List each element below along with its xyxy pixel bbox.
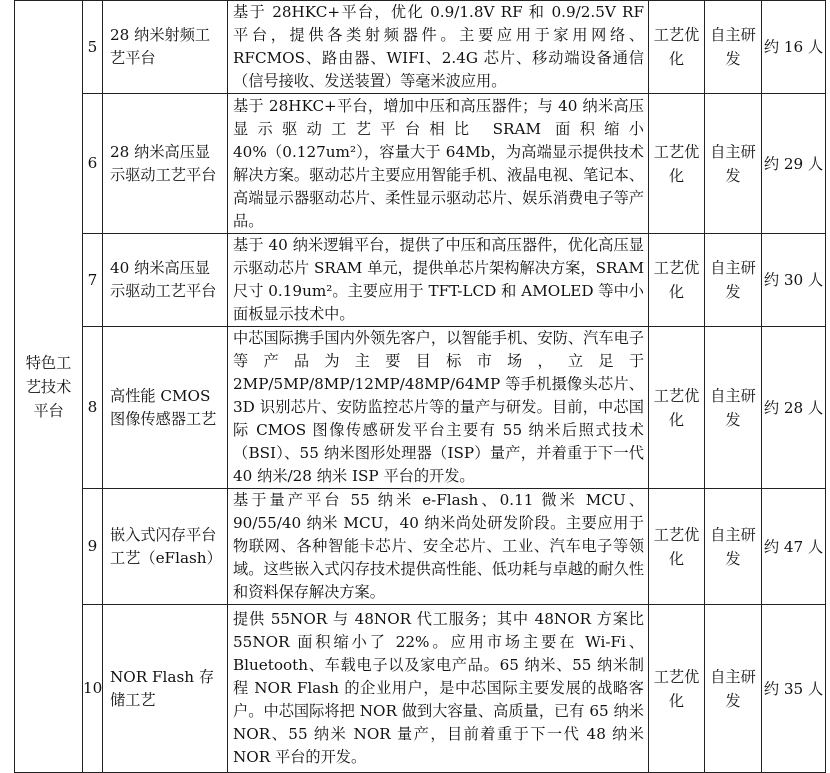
project-name: 28 纳米射频工艺平台 <box>103 1 228 94</box>
project-type: 工艺优化 <box>649 234 705 327</box>
project-name: NOR Flash 存储工艺 <box>103 605 228 773</box>
staff-count: 约 30 人 <box>762 234 826 327</box>
row-number: 6 <box>83 94 103 234</box>
project-type: 工艺优化 <box>649 327 705 489</box>
project-description: 基于 40 纳米逻辑平台，提供了中压和高压器件，优化高压显示驱动芯片 SRAM 单元，提供单芯片架构解决方案，SRAM 尺寸 0.19um²。主要应用于 TFT-LCD 和 AMOLED 等中小面板显示技术中。 <box>228 234 649 327</box>
project-description: 基于 28HKC+平台，增加中压和高压器件；与 40 纳米高压显示驱动工艺平台相比 SRAM 面积缩小 40%（0.127um²），容量大于 64Mb，为高端显示提供技术解决方案。驱动芯片主要应用智能手机、液晶电视、笔记本、高端显示器驱动芯片、柔性显示驱动芯片、娱乐消费电子等产品。 <box>228 94 649 234</box>
table-row <box>15 234 826 327</box>
table-row <box>15 489 826 605</box>
dev-method: 自主研发 <box>705 605 762 773</box>
project-type: 工艺优化 <box>649 489 705 605</box>
row-number: 10 <box>83 605 103 773</box>
project-name: 嵌入式闪存平台工艺（eFlash） <box>103 489 228 605</box>
dev-method: 自主研发 <box>705 94 762 234</box>
staff-count: 约 35 人 <box>762 605 826 773</box>
project-name: 40 纳米高压显示驱动工艺平台 <box>103 234 228 327</box>
project-type: 工艺优化 <box>649 605 705 773</box>
dev-method: 自主研发 <box>705 327 762 489</box>
dev-method: 自主研发 <box>705 489 762 605</box>
tech-platform-table <box>14 0 826 773</box>
row-number: 5 <box>83 1 103 94</box>
table-row <box>15 94 826 234</box>
project-description: 提供 55NOR 与 48NOR 代工服务；其中 48NOR 方案比 55NOR 面积缩小了 22%。应用市场主要在 Wi-Fi、Bluetooth、车载电子以及家电产品。65 纳米、55 纳米制程 NOR Flash 的企业用户，是中芯国际主要发展的战略客户。中芯国际将把 NOR 做到大容量、高质量，已有 65 纳米 NOR、55 纳米 NOR 量产，目前着重于下一代 48 纳米 NOR 平台的开发。 <box>228 605 649 773</box>
staff-count: 约 28 人 <box>762 327 826 489</box>
dev-method: 自主研发 <box>705 1 762 94</box>
category-cell: 特色工艺技术平台 <box>15 1 83 773</box>
project-name: 28 纳米高压显示驱动工艺平台 <box>103 94 228 234</box>
staff-count: 约 16 人 <box>762 1 826 94</box>
row-number: 7 <box>83 234 103 327</box>
project-description: 基于 28HKC+平台，优化 0.9/1.8V RF 和 0.9/2.5V RF 平台，提供各类射频器件。主要应用于家用网络、RFCMOS、路由器、WIFI、2.4G 芯片、移动端设备通信（信号接收、发送装置）等毫米波应用。 <box>228 1 649 94</box>
staff-count: 约 29 人 <box>762 94 826 234</box>
row-number: 9 <box>83 489 103 605</box>
dev-method: 自主研发 <box>705 234 762 327</box>
staff-count: 约 47 人 <box>762 489 826 605</box>
row-number: 8 <box>83 327 103 489</box>
table-row <box>15 327 826 489</box>
project-name: 高性能 CMOS 图像传感器工艺 <box>103 327 228 489</box>
project-description: 中芯国际携手国内外领先客户，以智能手机、安防、汽车电子等产品为主要目标市场，立足于 2MP/5MP/8MP/12MP/48MP/64MP 等手机摄像头芯片、3D 识别芯片、安防监控芯片等的量产与研发。目前，中芯国际 CMOS 图像传感研发平台主要有 55 纳米后照式技术（BSI）、55 纳米图形处理器（ISP）量产，并着重于下一代 40 纳米/28 纳米 ISP 平台的开发。 <box>228 327 649 489</box>
project-type: 工艺优化 <box>649 94 705 234</box>
table-row <box>15 1 826 94</box>
project-description: 基于量产平台 55 纳米 e-Flash、0.11 微米 MCU、90/55/40 纳米 MCU，40 纳米尚处研发阶段。主要应用于物联网、各种智能卡芯片、安全芯片、工业、汽车电子等领域。这些嵌入式闪存技术提供高性能、低功耗与卓越的耐久性和资料保存解决方案。 <box>228 489 649 605</box>
project-type: 工艺优化 <box>649 1 705 94</box>
table-row <box>15 605 826 773</box>
